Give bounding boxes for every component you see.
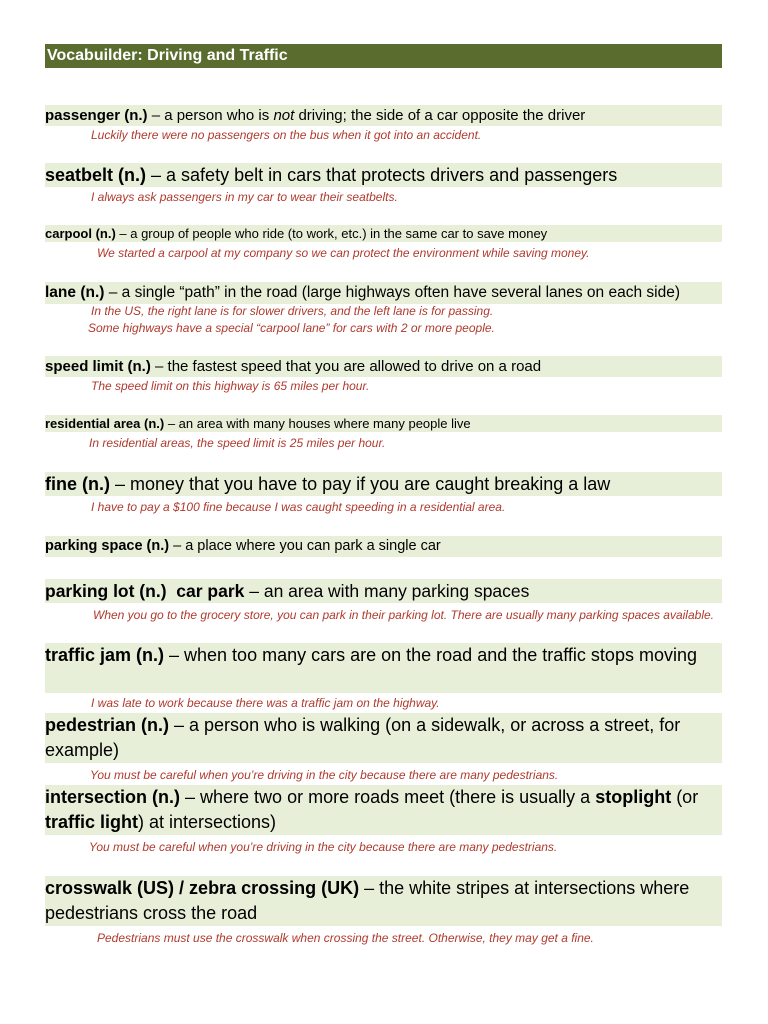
term-fine: fine (n.) xyxy=(45,474,110,494)
example-passenger: Luckily there were no passengers on the bus when it got into an accident. xyxy=(91,128,482,142)
definition-text: – a person who is xyxy=(147,107,274,124)
definition-carpool xyxy=(45,225,722,242)
term-stoplight: stoplight xyxy=(595,787,672,807)
definition-text: – the white stripes at intersections where pedestrians cross the road xyxy=(45,878,690,923)
definition-pedestrian xyxy=(45,713,722,763)
term-speed-limit: speed limit (n.) xyxy=(45,358,151,375)
definition-parking-lot xyxy=(45,579,722,603)
definition-text: – when too many cars are on the road and the traffic stops moving xyxy=(164,645,697,665)
example-lane-2: Some highways have a special “carpool lane” for cars with 2 or more people. xyxy=(88,321,495,335)
definition-intersection xyxy=(45,785,722,835)
definition-text: – a place where you can park a single car xyxy=(169,538,441,554)
term-parking-space: parking space (n.) xyxy=(45,538,170,554)
definition-text: – a person who is walking (on a sidewalk, or across a street, for example) xyxy=(45,715,681,760)
definition-lane xyxy=(45,282,722,304)
example-crosswalk: Pedestrians must use the crosswalk when crossing the street. Otherwise, they may get a fine. xyxy=(97,931,594,945)
definition-text: – money that you have to pay if you are caught breaking a law xyxy=(110,474,611,494)
definition-text: – where two or more roads meet (there is usually a xyxy=(180,787,596,807)
term-intersection: intersection (n.) xyxy=(45,787,181,807)
definition-speed-limit xyxy=(45,356,722,377)
term-parking-lot: parking lot (n.) xyxy=(45,581,167,601)
definition-parking-space xyxy=(45,536,722,557)
definition-traffic-jam xyxy=(45,643,722,693)
example-residential-area: In residential areas, the speed limit is 25 miles per hour. xyxy=(89,436,386,450)
page-title: Vocabuilder: Driving and Traffic xyxy=(47,47,288,64)
definition-text: – an area with many parking spaces xyxy=(244,581,530,601)
term-carpool: carpool (n.) xyxy=(45,226,116,241)
example-intersection: You must be careful when you’re driving in the city because there are many pedestrians. xyxy=(89,840,558,854)
definition-text: driving; the side of a car opposite the driver xyxy=(294,107,586,124)
title-bar xyxy=(45,44,722,68)
definition-crosswalk xyxy=(45,876,722,926)
example-pedestrian: You must be careful when you’re driving in the city because there are many pedestrians. xyxy=(90,768,559,782)
definition-text: – an area with many houses where many people live xyxy=(164,416,471,431)
term-traffic-jam: traffic jam (n.) xyxy=(45,645,165,665)
definition-fine xyxy=(45,472,722,496)
definition-text: – the fastest speed that you are allowed to drive on a road xyxy=(150,358,542,375)
example-carpool: We started a carpool at my company so we can protect the environment while saving money. xyxy=(97,246,590,260)
example-seatbelt: I always ask passengers in my car to wear their seatbelts. xyxy=(91,190,398,204)
term-seatbelt: seatbelt (n.) xyxy=(45,165,147,185)
definition-text: – a single “path” in the road (large highways often have several lanes on each side) xyxy=(104,284,680,301)
term-passenger: passenger (n.) xyxy=(45,107,148,124)
term-traffic-light: traffic light xyxy=(45,812,138,832)
definition-seatbelt xyxy=(45,163,722,187)
definition-text: – a group of people who ride (to work, etc.) in the same car to save money xyxy=(115,226,548,241)
term-crosswalk: crosswalk (US) / zebra crossing (UK) xyxy=(45,878,360,898)
example-fine: I have to pay a $100 fine because I was caught speeding in a residential area. xyxy=(91,500,506,514)
definition-text: – a safety belt in cars that protects drivers and passengers xyxy=(146,165,618,185)
term-car-park: car park xyxy=(176,581,245,601)
definition-text: ) at intersections) xyxy=(138,812,277,832)
definition-text: (or xyxy=(671,787,699,807)
term-lane: lane (n.) xyxy=(45,284,105,301)
term-pedestrian: pedestrian (n.) xyxy=(45,715,170,735)
definition-passenger xyxy=(45,105,722,126)
definition-emphasis: not xyxy=(273,107,295,124)
example-parking-lot: When you go to the grocery store, you can park in their parking lot. There are usually many parking spaces available. xyxy=(93,608,714,622)
example-speed-limit: The speed limit on this highway is 65 miles per hour. xyxy=(91,379,370,393)
example-lane-1: In the US, the right lane is for slower drivers, and the left lane is for passing. xyxy=(91,304,494,318)
term-residential-area: residential area (n.) xyxy=(45,416,165,431)
definition-residential-area xyxy=(45,415,722,432)
example-traffic-jam: I was late to work because there was a traffic jam on the highway. xyxy=(91,696,440,710)
